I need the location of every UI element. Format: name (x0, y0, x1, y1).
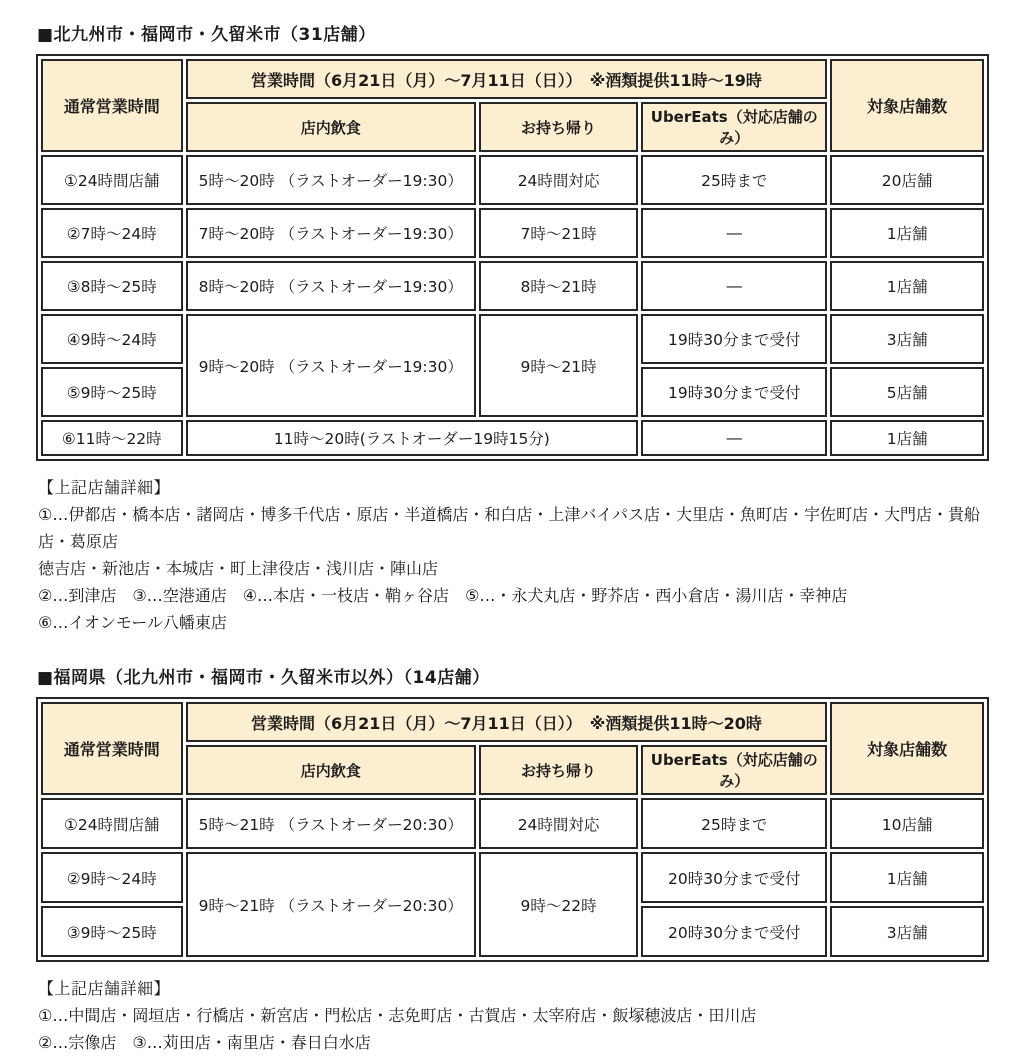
cell-normal-hours: ⑥11時～22時 (41, 420, 183, 456)
details-line: ①…伊都店・橋本店・諸岡店・博多千代店・原店・半道橋店・和白店・上津バイパス店・大里店・魚町店・宇佐町店・大門店・貴船店・葛原店 (38, 505, 981, 551)
header-dine-in: 店内飲食 (186, 745, 476, 795)
details-line: ②…到津店 ③…空港通店 ④…本店・一枝店・鞘ヶ谷店 ⑤…・永犬丸店・野芥店・西小倉店・湯川店・幸神店 (38, 586, 848, 605)
cell-dine-in: 5時～21時 （ラストオーダー20:30） (186, 798, 476, 849)
cell-dine-in: 7時～20時 （ラストオーダー19:30） (186, 208, 476, 258)
store-details-section2 (38, 975, 990, 1056)
cell-ubereats: 25時まで (641, 155, 827, 205)
header-store-count: 対象店舗数 (830, 702, 984, 795)
header-ubereats: UberEats（対応店舗のみ） (641, 102, 827, 152)
cell-takeout: 24時間対応 (479, 798, 638, 849)
section2-title: ■福岡県（北九州市・福岡市・久留米市以外）（14店舗） (37, 668, 490, 688)
hours-table-fukuoka-other (36, 697, 989, 962)
header-business-hours: 営業時間（6月21日（月）～7月11日（日）） ※酒類提供11時～19時 (186, 59, 828, 99)
cell-ubereats: ― (641, 261, 827, 311)
cell-store-count: 20店舗 (830, 155, 984, 205)
cell-takeout-merged: 9時～22時 (479, 852, 638, 957)
details-heading: 【上記店舗詳細】 (38, 478, 171, 497)
header-takeout: お持ち帰り (479, 102, 638, 152)
cell-ubereats: 19時30分まで受付 (641, 314, 827, 364)
details-line: ②…宗像店 ③…苅田店・南里店・春日白水店 (38, 1033, 371, 1052)
cell-takeout-merged: 9時～21時 (479, 314, 638, 417)
cell-normal-hours: ②7時～24時 (41, 208, 183, 258)
details-heading: 【上記店舗詳細】 (38, 979, 171, 998)
header-store-count: 対象店舗数 (830, 59, 984, 152)
cell-store-count: 1店舗 (830, 852, 984, 903)
cell-ubereats: 20時30分まで受付 (641, 852, 827, 903)
cell-takeout: 7時～21時 (479, 208, 638, 258)
cell-hours-merged: 11時～20時(ラストオーダー19時15分) (186, 420, 639, 456)
cell-dine-in-merged: 9時～21時 （ラストオーダー20:30） (186, 852, 476, 957)
cell-ubereats: ― (641, 208, 827, 258)
cell-store-count: 3店舗 (830, 906, 984, 957)
cell-dine-in: 5時～20時 （ラストオーダー19:30） (186, 155, 476, 205)
header-business-hours: 営業時間（6月21日（月）～7月11日（日）） ※酒類提供11時～20時 (186, 702, 828, 742)
cell-normal-hours: ①24時間店舗 (41, 155, 183, 205)
cell-normal-hours: ②9時～24時 (41, 852, 183, 903)
cell-store-count: 10店舗 (830, 798, 984, 849)
table-row (41, 798, 984, 849)
cell-store-count: 3店舗 (830, 314, 984, 364)
cell-dine-in: 8時～20時 （ラストオーダー19:30） (186, 261, 476, 311)
cell-takeout: 8時～21時 (479, 261, 638, 311)
cell-ubereats: 20時30分まで受付 (641, 906, 827, 957)
table-row (41, 420, 984, 456)
hours-table-kitakyushu (36, 54, 989, 461)
cell-store-count: 5店舗 (830, 367, 984, 417)
header-ubereats: UberEats（対応店舗のみ） (641, 745, 827, 795)
section1-title: ■北九州市・福岡市・久留米市（31店舗） (37, 25, 376, 45)
cell-normal-hours: ③8時～25時 (41, 261, 183, 311)
table-row (41, 261, 984, 311)
cell-normal-hours: ④9時～24時 (41, 314, 183, 364)
details-line: ①…中間店・岡垣店・行橋店・新宮店・門松店・志免町店・古賀店・太宰府店・飯塚穂波店・田川店 (38, 1006, 757, 1025)
cell-ubereats: 25時まで (641, 798, 827, 849)
details-line: ⑥…イオンモール八幡東店 (38, 613, 227, 632)
section-spacer (36, 636, 990, 663)
store-details-section1 (38, 474, 990, 636)
cell-ubereats: 19時30分まで受付 (641, 367, 827, 417)
header-takeout: お持ち帰り (479, 745, 638, 795)
cell-normal-hours: ③9時～25時 (41, 906, 183, 957)
cell-dine-in-merged: 9時～20時 （ラストオーダー19:30） (186, 314, 476, 417)
cell-ubereats: ― (641, 420, 827, 456)
table-row (41, 852, 984, 903)
cell-store-count: 1店舗 (830, 261, 984, 311)
table-row (41, 314, 984, 364)
cell-store-count: 1店舗 (830, 208, 984, 258)
cell-store-count: 1店舗 (830, 420, 984, 456)
header-dine-in: 店内飲食 (186, 102, 476, 152)
header-normal-hours: 通常営業時間 (41, 702, 183, 795)
table-row (41, 208, 984, 258)
cell-takeout: 24時間対応 (479, 155, 638, 205)
cell-normal-hours: ⑤9時～25時 (41, 367, 183, 417)
table-row (41, 155, 984, 205)
details-line: 徳吉店・新池店・本城店・町上津役店・浅川店・陣山店 (38, 559, 439, 578)
header-normal-hours: 通常営業時間 (41, 59, 183, 152)
cell-normal-hours: ①24時間店舗 (41, 798, 183, 849)
